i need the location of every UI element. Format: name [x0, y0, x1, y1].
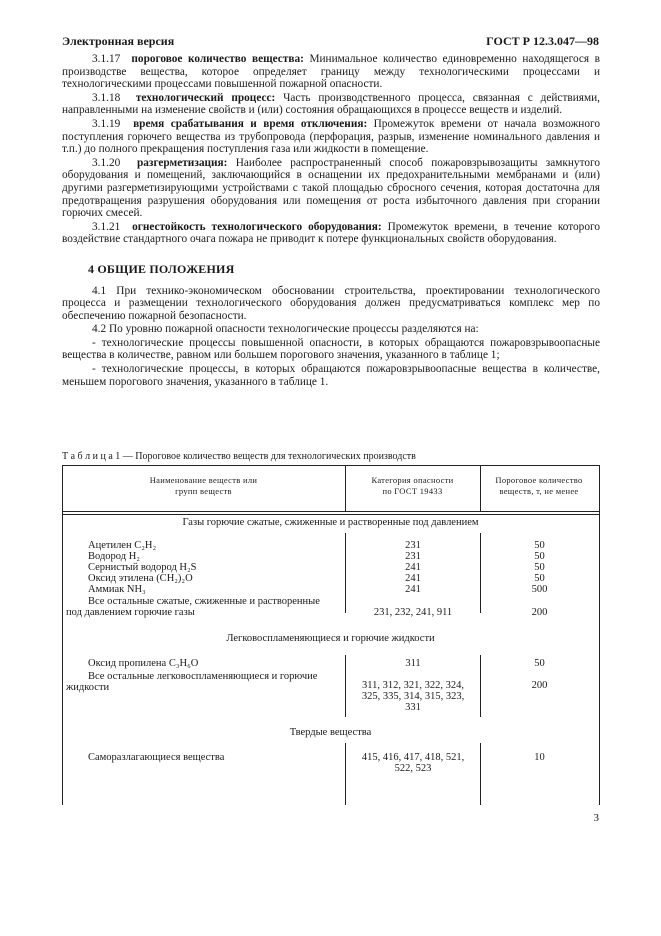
table-row-category: 231: [405, 540, 421, 551]
table-row-category: 241: [405, 584, 421, 595]
table-row-category: 241: [405, 562, 421, 573]
table-row-name: Все остальные легковоспламеняющиеся и горючие: [88, 671, 318, 682]
definition-term: огнестойкость технологического оборудования:: [132, 220, 382, 233]
table-row-name: Ацетилен C₂H₂: [88, 540, 157, 551]
table-row-threshold: 10: [534, 752, 545, 763]
table-row-category: 241: [405, 573, 421, 584]
table-row-name-continued: жидкости: [66, 682, 110, 693]
table-row-category: 311, 312, 321, 322, 324, 325, 335, 314, 315, 323, 331: [361, 680, 465, 713]
definition-term: разгерметизация:: [136, 156, 228, 169]
column-header-category: Категория опасности по ГОСТ 19433: [371, 475, 454, 496]
table-row-name: Аммиак NH₃: [88, 584, 146, 595]
header-standard-code: ГОСТ Р 12.3.047—98: [486, 34, 599, 48]
table-caption: Т а б л и ц а 1 — Пороговое количество веществ для технологических производств: [62, 451, 416, 462]
list-item-high-risk: - технологические процессы повышенной опасности, в которых обращаются пожаровзрывоопасные вещества в количестве, равном или большем порогового значения, указанного в таблице 1;: [62, 336, 600, 362]
table-row-threshold: 50: [534, 551, 545, 562]
table-row-threshold: 50: [534, 562, 545, 573]
table-row-threshold: 50: [534, 573, 545, 584]
definition-term: технологический процесс:: [135, 91, 276, 104]
group-heading-liquids: Легковоспламеняющиеся и горючие жидкости: [226, 633, 435, 644]
definition-3-1-17: 3.1.17 пороговое количество вещества: Минимальное количество единовременно находящегося в производстве вещества, которое определяет границу между технологическими процессами и технологическими процессами повышенной пожарной опасности.: [62, 53, 601, 91]
definition-3-1-21: 3.1.21 огнестойкость технологического оборудования: Промежуток времени, в течение которого воздействие стандартного очага пожара не приводит к потере функциональных свойств оборудования.: [62, 220, 600, 246]
group-heading-gases: Газы горючие сжатые, сжиженные и растворенные под давлением: [182, 517, 479, 528]
table-row-threshold: 500: [531, 584, 548, 595]
column-header-substance: Наименование веществ или групп веществ: [149, 475, 258, 496]
column-header-threshold: Пороговое количество веществ, т, не менее: [495, 475, 583, 496]
header-edition-label: Электронная версия: [62, 34, 175, 48]
section-4-title: 4 ОБЩИЕ ПОЛОЖЕНИЯ: [88, 261, 235, 276]
definition-3-1-19: 3.1.19 время срабатывания и время отключения: Промежуток времени от начала возможного поступления горючего вещества из трубопровода (перфорация, разрыв, изменение номинального давления и т.п.) до полного прекращения поступления газа или жидкости в помещение.: [62, 117, 600, 156]
table-row-threshold: 200: [531, 607, 548, 618]
paragraph-4-1: 4.1 При технико-экономическом обосновании строительства, проектировании технологического процесса и размещении технологического оборудования должен предусматриваться комплекс мер по обеспечению пожарной безопасности.: [62, 284, 600, 322]
table-row-name: Оксид этилена (CH₂)₂O: [88, 573, 193, 584]
table-row-category: 231, 232, 241, 911: [373, 607, 453, 618]
page-number: 3: [593, 812, 599, 824]
definition-3-1-20: 3.1.20 разгерметизация: Наиболее распространенный способ пожаровзрывозащиты замкнутого оборудования и помещений, заключающийся в оснащении их предохранительными мембранами и (или) другими разгерметизирующими устройствами с такой площадью сбросного сечения, которая достаточна для предотвращения разрушения оборудования или помещения от роста избыточного давления при сгорании горючих смесей.: [62, 156, 601, 220]
group-heading-solids: Твердые вещества: [289, 727, 372, 738]
table-row-category: 311: [405, 658, 421, 669]
table-row-category: 231: [405, 551, 421, 562]
table-row-threshold: 50: [534, 658, 545, 669]
table-row-category: 415, 416, 417, 418, 521, 522, 523: [361, 752, 465, 774]
definition-3-1-18: 3.1.18 технологический процесс: Часть производственного процесса, связанная с действиями, направленными на изменение свойств и (или) состояния обращающихся в процессе веществ и изделий.: [62, 91, 600, 117]
table-row-name-continued: под давлением горючие газы: [66, 607, 195, 618]
table-row-name: Сернистый водород H₂S: [88, 562, 197, 573]
table-row-threshold: 50: [534, 540, 545, 551]
document-body: [62, 53, 600, 389]
table-row-name: Водород H₂: [88, 551, 140, 562]
table-row-name: Оксид пропилена C₃H₆O: [88, 658, 199, 669]
table-row-name: Саморазлагающиеся вещества: [88, 752, 225, 763]
table-row-name: Все остальные сжатые, сжиженные и растворенные: [88, 596, 320, 607]
definition-term: пороговое количество вещества:: [131, 53, 304, 65]
list-item-low-risk: - технологические процессы, в которых обращаются пожаровзрывоопасные вещества в количестве, меньшем порогового значения, указанного в таблице 1.: [62, 363, 600, 388]
threshold-table: [62, 465, 599, 805]
paragraph-4-2: 4.2 По уровню пожарной опасности технологические процессы разделяются на:: [92, 323, 479, 336]
definition-term: время срабатывания и время отключения:: [133, 117, 368, 130]
table-row-threshold: 200: [531, 680, 548, 691]
